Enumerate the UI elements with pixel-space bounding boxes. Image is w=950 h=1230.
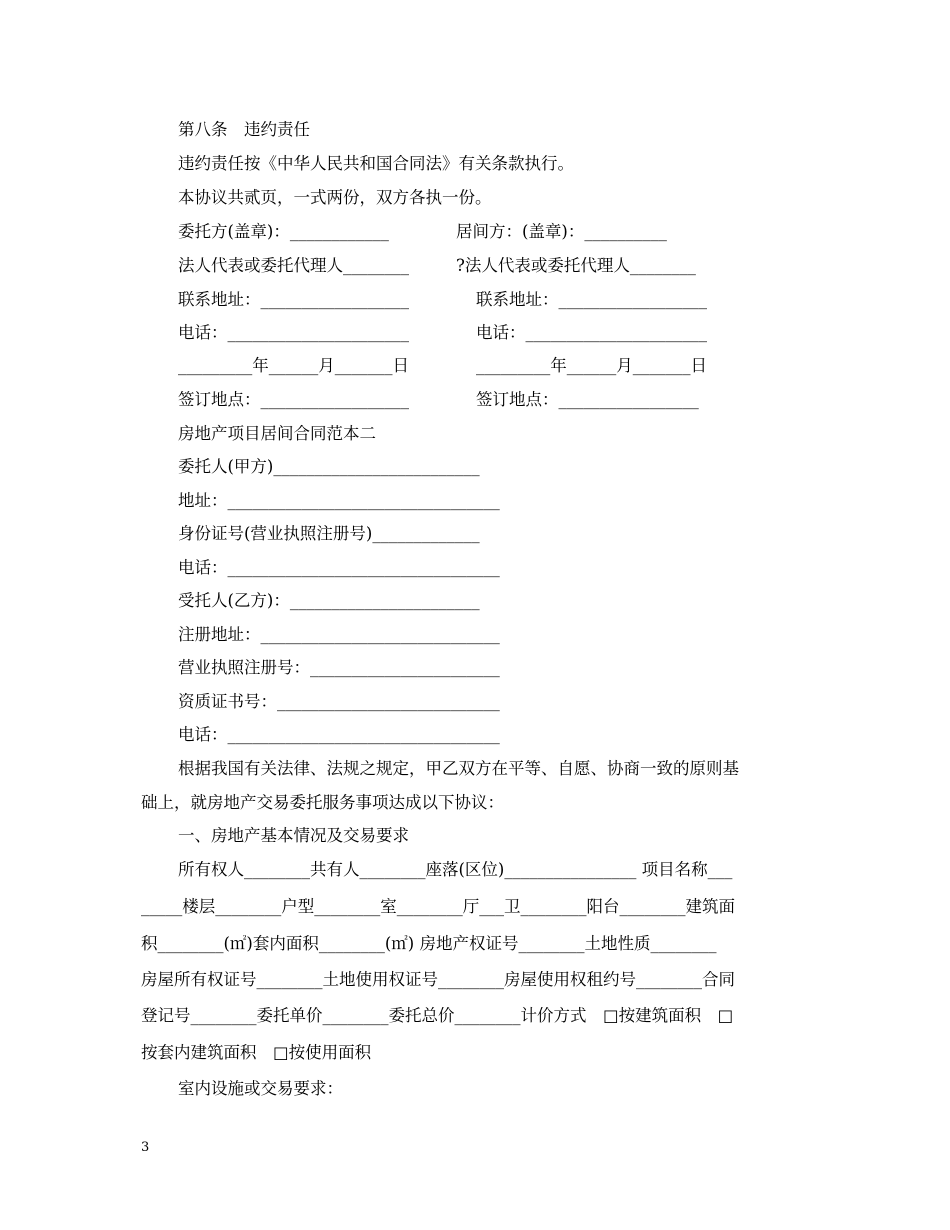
property-line-6: 按套内建筑面积 □按使用面积 <box>141 1043 372 1062</box>
party-b-phone-field: 电话：_________________________________ <box>178 725 500 744</box>
principal-place-field: 签订地点：__________________ <box>178 390 409 409</box>
party-b-field: 受托人(乙方)：_______________________ <box>178 591 480 610</box>
principal-seal-field: 委托方(盖章)：____________ <box>178 222 389 241</box>
property-line-4: 房屋所有权证号________土地使用权证号________房屋使用权租约号________合同 <box>141 970 735 989</box>
article-heading: 第八条 违约责任 <box>178 120 310 139</box>
preamble-line-1: 根据我国有关法律、法规之规定，甲乙双方在平等、自愿、协商一致的原则基 <box>178 759 739 778</box>
property-line-5: 登记号________委托单价________委托总价________计价方式 □按建筑面积 □ <box>141 1006 734 1025</box>
property-line-1: 所有权人________共有人________座落(区位)________________ 项目名称___ <box>178 860 733 879</box>
preamble-line-2: 础上，就房地产交易委托服务事项达成以下协议： <box>141 793 504 812</box>
principal-address-field: 联系地址：__________________ <box>178 290 409 309</box>
section-heading: 一、房地产基本情况及交易要求 <box>178 826 409 845</box>
principal-phone-field: 电话：______________________ <box>178 323 409 342</box>
principal-date-field: _________年______月_______日 <box>178 356 409 375</box>
party-a-phone-field: 电话：_________________________________ <box>178 558 500 577</box>
intermediary-date-field: _________年______月_______日 <box>476 356 707 375</box>
copies-clause: 本协议共贰页，一式两份，双方各执一份。 <box>178 188 492 207</box>
facilities-label: 室内设施或交易要求： <box>178 1079 343 1098</box>
party-b-cert-field: 资质证书号：___________________________ <box>178 692 500 711</box>
template-title: 房地产项目居间合同范本二 <box>178 424 376 443</box>
intermediary-address-field: 联系地址：__________________ <box>476 290 707 309</box>
party-a-field: 委托人(甲方)_________________________ <box>178 457 480 476</box>
party-a-id-field: 身份证号(营业执照注册号)_____________ <box>178 524 480 543</box>
party-a-address-field: 地址：_________________________________ <box>178 491 500 510</box>
party-b-license-field: 营业执照注册号：_______________________ <box>178 658 500 677</box>
liability-clause: 违约责任按《中华人民共和国合同法》有关条款执行。 <box>178 154 574 173</box>
property-line-3: 积________(㎡)套内面积________(㎡) 房地产权证号________土地性质________ <box>141 934 717 953</box>
party-b-address-field: 注册地址：_____________________________ <box>178 625 500 644</box>
principal-rep-field: 法人代表或委托代理人________ <box>178 256 409 275</box>
intermediary-place-field: 签订地点：_________________ <box>476 390 699 409</box>
intermediary-seal-field: 居间方：(盖章)：__________ <box>456 222 667 241</box>
page-number: 3 <box>141 1140 150 1155</box>
property-line-2: _____楼层________户型________室________厅___卫________阳台________建筑面 <box>141 897 735 916</box>
intermediary-rep-field: ?法人代表或委托代理人________ <box>456 256 696 275</box>
intermediary-phone-field: 电话：______________________ <box>476 323 707 342</box>
